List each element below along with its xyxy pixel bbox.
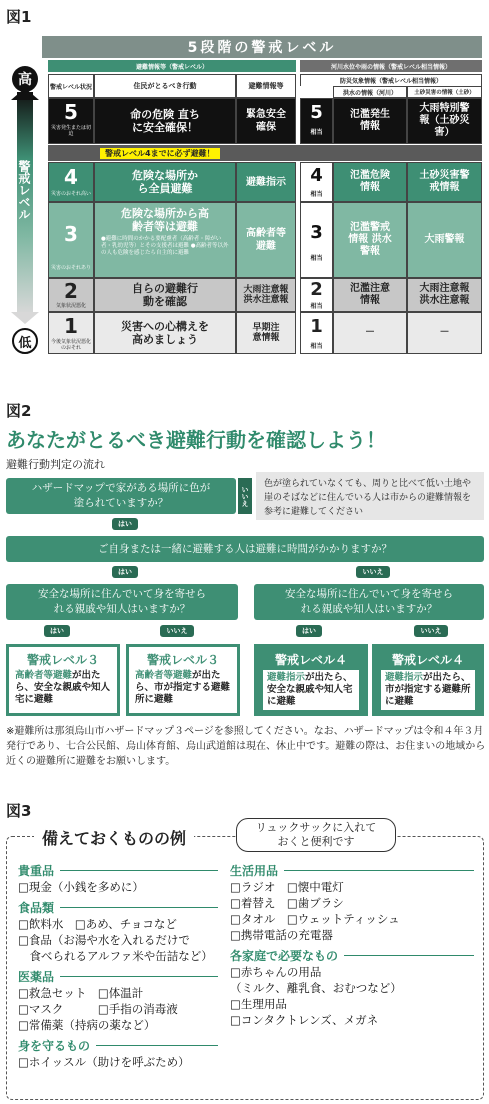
row5-action: 命の危険 直ちに安全確保！: [94, 98, 236, 144]
q1-no-note: 色が塗られていなくても、周りと比べて低い土地や崖のそばなどに住んでいる人は市からの避難情報を参考に避難してください: [256, 472, 484, 520]
right-sub-top: 防災気象情報（警戒レベル相当情報）: [300, 74, 482, 86]
row5-soutou: 相当: [310, 129, 323, 136]
row2-level-num: 2: [64, 279, 78, 303]
fig3-left-col: [18, 862, 218, 1070]
q1-no-tag: [238, 478, 252, 514]
scale-label: 警戒レベル: [17, 160, 31, 220]
row5-rlevel: [300, 98, 333, 144]
result-2: [126, 644, 240, 716]
row5-level: [48, 98, 94, 144]
item: □マスク □手指の消毒液: [18, 1002, 178, 1016]
right-header: [300, 60, 482, 72]
cat-household-needs: 各家庭で必要なもの: [230, 947, 474, 964]
result-3-body: [263, 670, 359, 710]
row4-action: 危険な場所から全員避難: [94, 162, 236, 202]
fig3-label: 図3: [6, 802, 32, 820]
result-4-title: 警戒レベル４: [391, 653, 464, 667]
item: □食品（お湯や水を入れるだけで: [18, 933, 190, 947]
item: □タオル □ウェットティッシュ: [230, 912, 400, 926]
q3l-yes-tag: [44, 625, 70, 637]
row5-sediment: 大雨特別警報（土砂災害）: [407, 98, 482, 144]
result-4: [372, 644, 484, 716]
q2-yes-text: はい: [118, 568, 132, 576]
row3-soutou: 相当: [310, 255, 323, 262]
row4-rlevel-num: 4: [310, 165, 323, 186]
item: □コンタクトレンズ、メガネ: [230, 1013, 379, 1027]
fig3-bubble: リュックサックに入れておくと便利です: [236, 818, 396, 852]
fig2-subtitle: 避難行動判定の流れ: [6, 458, 105, 471]
fig3-title: 備えておくものの例: [34, 826, 194, 849]
fig2-title: あなたがとるべき避難行動を確認しよう！: [6, 428, 386, 452]
col-action-header: 住民がとるべき行動: [94, 74, 236, 98]
cat-protection: 身を守るもの: [18, 1037, 218, 1054]
item: 食べられるアルファ米や缶詰など）: [18, 949, 213, 963]
row3-info: 高齢者等避難: [236, 202, 296, 278]
row3-rlevel-num: 3: [310, 222, 323, 243]
row4-soutou: 相当: [310, 191, 323, 198]
result-1-text: が出たら、安全な親戚や知人宅に避難: [15, 670, 111, 705]
row1-flood: －: [333, 312, 407, 354]
cat-daily-goods: 生活用品: [230, 862, 474, 879]
q1-yes-text: はい: [118, 520, 132, 528]
row3-sediment: 大雨警報: [407, 202, 482, 278]
item: □常備薬（持病の薬など）: [18, 1018, 156, 1032]
item: □着替え □歯ブラシ: [230, 896, 344, 910]
row4-sediment: 土砂災害警戒情報: [407, 162, 482, 202]
row1-rlevel-num: 1: [310, 316, 323, 337]
result-3-key: 避難指示: [267, 672, 306, 683]
row1-info: 早期注意情報: [236, 312, 296, 354]
item: □現金（小銭を多めに）: [18, 880, 144, 894]
result-1-body: [15, 670, 111, 706]
row3-action-main: 危険な場所から高齢者等は避難: [121, 207, 209, 233]
row1-status: 今後気象状況悪化のおそれ: [50, 339, 91, 351]
result-4-text: が出たら、市が指定する避難所に避難: [385, 672, 471, 707]
warn-bar-text: 警戒レベル4までに必ず避難！: [100, 148, 220, 159]
item: □ホイッスル（助けを呼ぶため）: [18, 1055, 190, 1069]
q3r-no-text: いいえ: [420, 627, 442, 635]
q3r-yes-tag: [296, 625, 322, 637]
q1-yes-tag: [112, 518, 138, 530]
row2-sediment: 大雨注意報 洪水注意報: [407, 278, 482, 312]
col-info-header: 避難情報等: [236, 74, 296, 98]
fig1-banner: [42, 36, 482, 58]
scale-low-text: 低: [18, 335, 32, 351]
flow-q1: ハザードマップで家がある場所に色が塗られていますか？: [6, 478, 236, 514]
row3-level: [48, 202, 94, 278]
result-3-title: 警戒レベル４: [274, 653, 347, 667]
flow-q3-right: 安全な場所に住んでいて身を寄せられる親戚や知人はいますか？: [254, 584, 484, 620]
row1-sediment: －: [407, 312, 482, 354]
q2-no-tag: [356, 566, 390, 578]
fig1-banner-text: 5段階の警戒レベル: [187, 40, 337, 56]
row3-level-num: 3: [64, 222, 78, 246]
left-header: [48, 60, 296, 72]
cat-food: 食品類: [18, 899, 218, 916]
row2-status: 気象状況悪化: [55, 303, 86, 309]
row3-flood: 氾濫警戒情報 洪水警報: [333, 202, 407, 278]
result-2-body: [135, 670, 231, 706]
row4-flood: 氾濫危険情報: [333, 162, 407, 202]
row2-action: 自らの避難行動を確認: [94, 278, 236, 312]
warn-bar: [48, 145, 482, 161]
row5-flood: 氾濫発生情報: [333, 98, 407, 144]
row2-rlevel: [300, 278, 333, 312]
result-1-key: 高齢者等避難: [15, 670, 73, 681]
cat-medicine: 医薬品: [18, 968, 218, 985]
q3l-yes-text: はい: [50, 627, 64, 635]
item: □赤ちゃんの用品: [230, 965, 322, 979]
result-1-title: 警戒レベル３: [26, 653, 99, 667]
col-level-header: 警戒レベル状況: [48, 74, 94, 98]
row2-flood: 氾濫注意情報: [333, 278, 407, 312]
result-3: [254, 644, 368, 716]
q3l-no-tag: [160, 625, 194, 637]
row5-rlevel-num: 5: [310, 102, 323, 123]
flow-q2: ご自身または一緒に避難する人は避難に時間がかかりますか？: [6, 536, 484, 562]
right-header-text: 河川水位や雨の情報（警戒レベル相当情報）: [330, 63, 451, 71]
cat-valuables: 貴重品: [18, 862, 218, 879]
right-sub-sediment: 土砂災害の情報（土砂）: [407, 86, 482, 98]
item: □ラジオ □懐中電灯: [230, 880, 344, 894]
result-1: [6, 644, 120, 716]
row4-level-num: 4: [64, 165, 78, 189]
left-header-text: 避難情報等（警戒レベル）: [135, 63, 208, 71]
item: （ミルク、離乳食、おむつなど）: [230, 981, 402, 995]
item: □救急セット □体温計: [18, 986, 144, 1000]
fig2-label: 図2: [6, 402, 32, 420]
flow-q3-left: 安全な場所に住んでいて身を寄せられる親戚や知人はいますか？: [6, 584, 238, 620]
row5-status: 災害発生または切迫: [50, 125, 91, 137]
row1-level-num: 1: [64, 314, 78, 338]
fig1-label: 図1: [6, 8, 32, 26]
fig2-note: ※避難所は那須烏山市ハザードマップ３ページを参照してください。なお、ハザードマップは令和４年３月発行であり、七合公民館、烏山体育館、烏山武道館は現在、休止中です。避難の際は、お住まいの地域から近くの避難所に避難をお願いします。: [6, 726, 486, 767]
row3-status: 災害のおそれあり: [50, 265, 91, 271]
row1-level: [48, 312, 94, 354]
item: □飲料水 □あめ、チョコなど: [18, 917, 177, 931]
scale-low-badge: [12, 328, 38, 354]
row3-rlevel: [300, 202, 333, 278]
q3r-no-tag: [414, 625, 448, 637]
row4-rlevel: [300, 162, 333, 202]
row4-info: 避難指示: [236, 162, 296, 202]
row4-level: [48, 162, 94, 202]
fig3-right-col: [230, 862, 474, 1028]
result-2-title: 警戒レベル３: [146, 653, 219, 667]
q2-no-text: いいえ: [362, 568, 384, 576]
row2-rlevel-num: 2: [310, 279, 323, 300]
result-3-text: が出たら、安全な親戚や知人宅に避難: [267, 672, 353, 707]
item: □生理用品: [230, 997, 287, 1011]
row1-rlevel: [300, 312, 333, 354]
q1-no-text: いいえ: [241, 485, 249, 507]
result-4-key: 避難指示: [385, 672, 424, 683]
item: □携帯電話の充電器: [230, 928, 333, 942]
result-4-body: [381, 670, 475, 710]
scale-high-text: 高: [18, 72, 32, 88]
result-2-key: 高齢者等避難: [135, 670, 193, 681]
row5-level-num: 5: [64, 100, 78, 124]
q3l-no-text: いいえ: [166, 627, 188, 635]
row3-action-note: ●避難に時間のかかる要配慮者（高齢者・障がい者・乳幼児等）とその支援者は避難 ●高齢者等以外の人も危険を感じたら自主的に避難: [101, 236, 229, 256]
scale-arrow-up-head: [11, 88, 39, 100]
row2-soutou: 相当: [310, 303, 323, 310]
q3r-yes-text: はい: [302, 627, 316, 635]
row1-action: 災害への心構えを高めましょう: [94, 312, 236, 354]
result-2-text: が出たら、市が指定する避難所に避難: [135, 670, 231, 705]
scale-arrow-down-head: [11, 312, 39, 324]
row2-info: 大雨注意報 洪水注意報: [236, 278, 296, 312]
row2-level: [48, 278, 94, 312]
row3-action: [94, 202, 236, 278]
row1-soutou: 相当: [310, 343, 323, 350]
q2-yes-tag: [112, 566, 138, 578]
row5-info: 緊急安全確保: [236, 98, 296, 144]
row4-status: 災害のおそれ高い: [50, 191, 91, 197]
right-sub-flood: 洪水の情報（河川）: [333, 86, 407, 98]
